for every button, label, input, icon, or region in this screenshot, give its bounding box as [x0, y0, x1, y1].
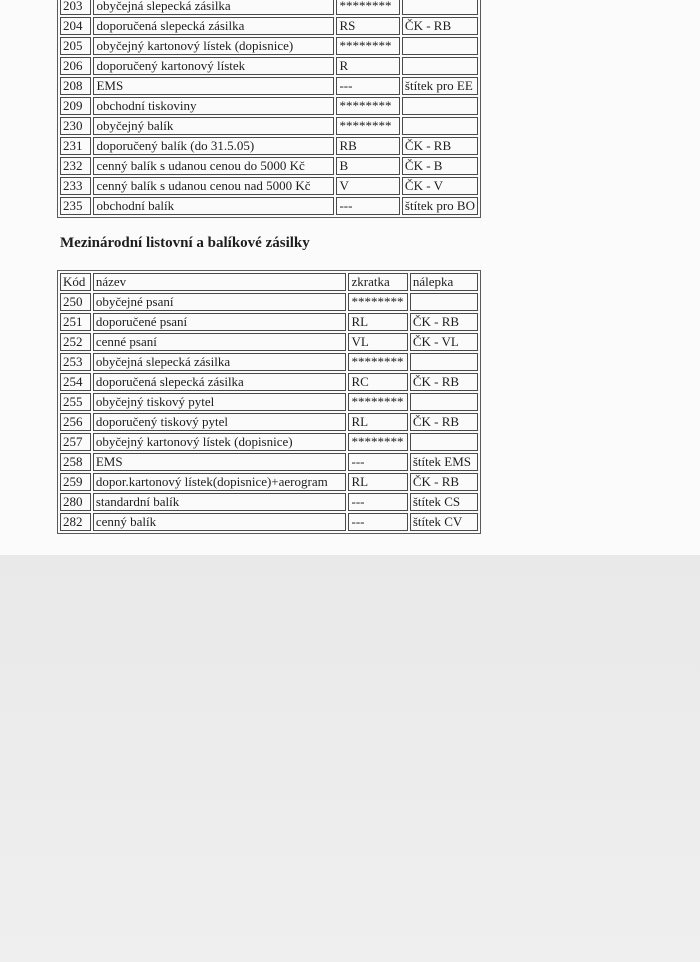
cell-abbreviation: RL	[348, 473, 407, 491]
cell-abbreviation: ---	[348, 453, 407, 471]
cell-code: 254	[60, 373, 91, 391]
cell-abbreviation: RL	[348, 313, 407, 331]
cell-name: doporučená slepecká zásilka	[93, 373, 347, 391]
cell-label	[402, 37, 478, 55]
cell-abbreviation: ********	[348, 353, 407, 371]
cell-label	[402, 97, 478, 115]
header-name: název	[93, 273, 347, 291]
cell-abbreviation: ---	[348, 493, 407, 511]
cell-label	[410, 433, 478, 451]
table-row	[60, 197, 478, 215]
cell-label: ČK - RB	[402, 17, 478, 35]
cell-abbreviation: ********	[348, 293, 407, 311]
cell-name: obyčejná slepecká zásilka	[93, 0, 334, 15]
table-row	[60, 57, 478, 75]
cell-name: obchodní tiskoviny	[93, 97, 334, 115]
cell-code: 253	[60, 353, 91, 371]
cell-name: obyčejný kartonový lístek (dopisnice)	[93, 433, 347, 451]
cell-abbreviation: R	[336, 57, 399, 75]
table-row	[60, 373, 478, 391]
cell-code: 235	[60, 197, 91, 215]
cell-abbreviation: VL	[348, 333, 407, 351]
cell-label: štítek CS	[410, 493, 478, 511]
cell-code: 230	[60, 117, 91, 135]
cell-label	[410, 393, 478, 411]
cell-code: 205	[60, 37, 91, 55]
cell-name: doporučený kartonový lístek	[93, 57, 334, 75]
table-row	[60, 17, 478, 35]
cell-code: 232	[60, 157, 91, 175]
cell-abbreviation: ********	[348, 433, 407, 451]
table-row	[60, 453, 478, 471]
cell-abbreviation: ********	[336, 97, 399, 115]
scanner-background	[0, 555, 700, 962]
cell-name: obyčejný balík	[93, 117, 334, 135]
table-row	[60, 513, 478, 531]
table-row	[60, 157, 478, 175]
cell-code: 203	[60, 0, 91, 15]
cell-name: cenný balík s udanou cenou do 5000 Kč	[93, 157, 334, 175]
cell-label: štítek pro EE	[402, 77, 478, 95]
cell-abbreviation: ---	[336, 77, 399, 95]
cell-label	[402, 117, 478, 135]
cell-code: 256	[60, 413, 91, 431]
domestic-items-table	[57, 0, 481, 218]
cell-code: 209	[60, 97, 91, 115]
international-section-heading: Mezinárodní listovní a balíkové zásilky	[60, 235, 310, 251]
table-row	[60, 333, 478, 351]
cell-abbreviation: ---	[348, 513, 407, 531]
table-row	[60, 313, 478, 331]
table-row	[60, 413, 478, 431]
table-row	[60, 433, 478, 451]
cell-abbreviation: ********	[336, 37, 399, 55]
cell-name: doporučené psaní	[93, 313, 347, 331]
cell-name: cenný balík	[93, 513, 347, 531]
cell-label	[410, 293, 478, 311]
cell-abbreviation: ********	[336, 117, 399, 135]
cell-label: ČK - VL	[410, 333, 478, 351]
table-row	[60, 0, 478, 15]
cell-name: obyčejné psaní	[93, 293, 347, 311]
cell-abbreviation: ********	[348, 393, 407, 411]
cell-label: ČK - RB	[410, 473, 478, 491]
cell-name: cenný balík s udanou cenou nad 5000 Kč	[93, 177, 334, 195]
header-label: nálepka	[410, 273, 478, 291]
international-items-table	[57, 270, 481, 534]
cell-name: EMS	[93, 453, 347, 471]
cell-label	[402, 57, 478, 75]
table-row	[60, 137, 478, 155]
table-row	[60, 473, 478, 491]
cell-code: 282	[60, 513, 91, 531]
header-code: Kód	[60, 273, 91, 291]
table-row	[60, 177, 478, 195]
cell-code: 233	[60, 177, 91, 195]
table-row	[60, 393, 478, 411]
header-abbreviation: zkratka	[348, 273, 407, 291]
table-row	[60, 37, 478, 55]
cell-code: 257	[60, 433, 91, 451]
cell-label: ČK - RB	[410, 373, 478, 391]
cell-code: 231	[60, 137, 91, 155]
cell-code: 251	[60, 313, 91, 331]
cell-abbreviation: B	[336, 157, 399, 175]
cell-label: ČK - RB	[410, 313, 478, 331]
cell-abbreviation: ---	[336, 197, 399, 215]
cell-code: 259	[60, 473, 91, 491]
cell-label	[410, 353, 478, 371]
cell-code: 252	[60, 333, 91, 351]
table-row	[60, 117, 478, 135]
cell-code: 250	[60, 293, 91, 311]
cell-name: obyčejná slepecká zásilka	[93, 353, 347, 371]
cell-name: doporučený balík (do 31.5.05)	[93, 137, 334, 155]
cell-label: štítek pro BO	[402, 197, 478, 215]
cell-code: 206	[60, 57, 91, 75]
table-header-row	[60, 273, 478, 291]
cell-code: 208	[60, 77, 91, 95]
cell-label: štítek CV	[410, 513, 478, 531]
cell-code: 255	[60, 393, 91, 411]
table-row	[60, 293, 478, 311]
domestic-items-table-body	[60, 0, 478, 215]
cell-code: 204	[60, 17, 91, 35]
table-row	[60, 353, 478, 371]
cell-label: ČK - RB	[410, 413, 478, 431]
cell-abbreviation: RC	[348, 373, 407, 391]
cell-abbreviation: RS	[336, 17, 399, 35]
cell-code: 280	[60, 493, 91, 511]
cell-label: ČK - V	[402, 177, 478, 195]
cell-name: dopor.kartonový lístek(dopisnice)+aerogram	[93, 473, 347, 491]
cell-name: obchodní balík	[93, 197, 334, 215]
cell-abbreviation: RB	[336, 137, 399, 155]
cell-name: doporučený tiskový pytel	[93, 413, 347, 431]
cell-name: doporučená slepecká zásilka	[93, 17, 334, 35]
cell-name: EMS	[93, 77, 334, 95]
cell-label: štítek EMS	[410, 453, 478, 471]
cell-name: obyčejný kartonový lístek (dopisnice)	[93, 37, 334, 55]
cell-abbreviation: ********	[336, 0, 399, 15]
cell-name: cenné psaní	[93, 333, 347, 351]
cell-label	[402, 0, 478, 15]
cell-name: standardní balík	[93, 493, 347, 511]
table-row	[60, 493, 478, 511]
table-row	[60, 97, 478, 115]
cell-name: obyčejný tiskový pytel	[93, 393, 347, 411]
international-items-table-body	[60, 273, 478, 531]
cell-label: ČK - B	[402, 157, 478, 175]
table-row	[60, 77, 478, 95]
cell-code: 258	[60, 453, 91, 471]
cell-abbreviation: V	[336, 177, 399, 195]
cell-label: ČK - RB	[402, 137, 478, 155]
cell-abbreviation: RL	[348, 413, 407, 431]
